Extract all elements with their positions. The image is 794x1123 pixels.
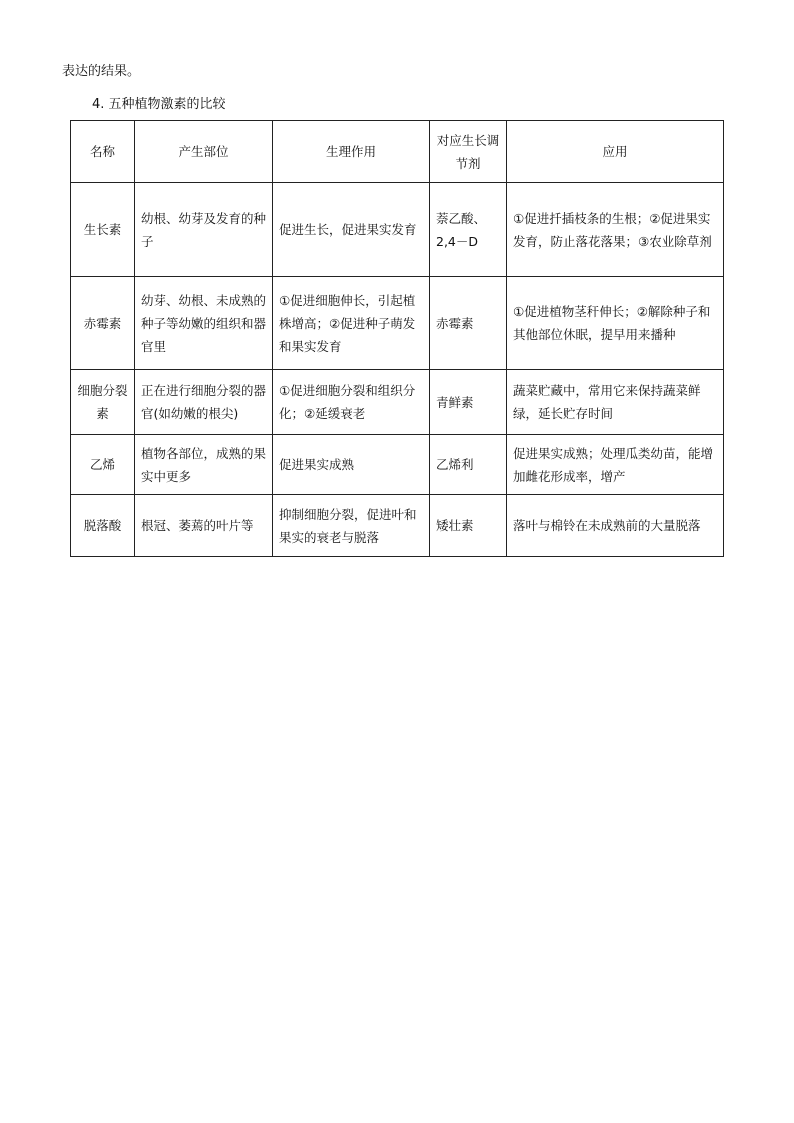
cell-application: 落叶与棉铃在未成熟前的大量脱落 (507, 495, 724, 557)
cell-site: 幼芽、幼根、未成熟的种子等幼嫩的组织和器官里 (135, 277, 273, 370)
cell-name: 生长素 (71, 183, 135, 277)
section-heading: 4. 五种植物激素的比较 (92, 97, 226, 112)
cell-name: 细胞分裂素 (71, 370, 135, 435)
cell-application: 促进果实成熟；处理瓜类幼苗，能增加雌花形成率，增产 (507, 435, 724, 495)
header-function: 生理作用 (273, 121, 430, 183)
table-row (71, 435, 724, 495)
cell-site: 正在进行细胞分裂的器官(如幼嫩的根尖) (135, 370, 273, 435)
cell-name: 赤霉素 (71, 277, 135, 370)
cell-name: 乙烯 (71, 435, 135, 495)
cell-regulator: 青鲜素 (430, 370, 507, 435)
cell-name: 脱落酸 (71, 495, 135, 557)
table-row (71, 277, 724, 370)
cell-application: 蔬菜贮藏中，常用它来保持蔬菜鲜绿，延长贮存时间 (507, 370, 724, 435)
cell-function: 促进果实成熟 (273, 435, 430, 495)
intro-line: 表达的结果。 (62, 64, 141, 79)
cell-regulator: 赤霉素 (430, 277, 507, 370)
hormone-comparison-table (70, 120, 724, 557)
cell-function: ①促进细胞伸长，引起植株增高；②促进种子萌发和果实发育 (273, 277, 430, 370)
cell-site: 根冠、萎蔫的叶片等 (135, 495, 273, 557)
header-application: 应用 (507, 121, 724, 183)
cell-function: 抑制细胞分裂，促进叶和果实的衰老与脱落 (273, 495, 430, 557)
header-regulator: 对应生长调节剂 (430, 121, 507, 183)
header-site: 产生部位 (135, 121, 273, 183)
table-row (71, 183, 724, 277)
table-row (71, 370, 724, 435)
table-header-row (71, 121, 724, 183)
cell-site: 幼根、幼芽及发育的种子 (135, 183, 273, 277)
cell-regulator: 矮壮素 (430, 495, 507, 557)
header-name: 名称 (71, 121, 135, 183)
cell-site: 植物各部位，成熟的果实中更多 (135, 435, 273, 495)
cell-application: ①促进扦插枝条的生根；②促进果实发育，防止落花落果；③农业除草剂 (507, 183, 724, 277)
cell-function: ①促进细胞分裂和组织分化；②延缓衰老 (273, 370, 430, 435)
table-row (71, 495, 724, 557)
cell-regulator: 乙烯利 (430, 435, 507, 495)
cell-function: 促进生长，促进果实发育 (273, 183, 430, 277)
cell-regulator: 萘乙酸、2,4－D (430, 183, 507, 277)
cell-application: ①促进植物茎秆伸长；②解除种子和其他部位休眠，提早用来播种 (507, 277, 724, 370)
